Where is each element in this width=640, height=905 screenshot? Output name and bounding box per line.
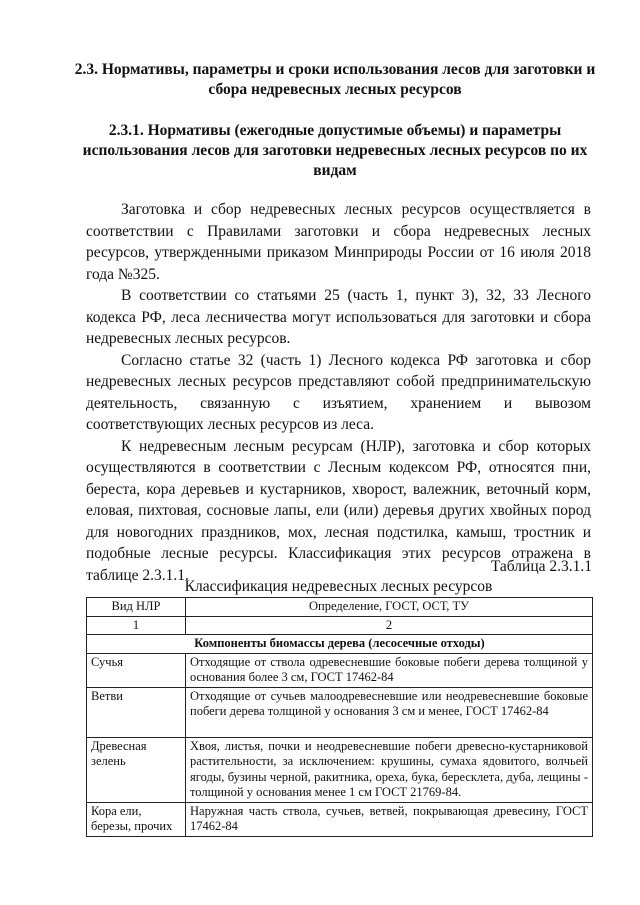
definition-cell: Хвоя, листья, почки и неодревесневшие побеги древесно-кустарниковой растительности, за исключением: крушины, сумаха ядовитого, волчьей ягоды, бузины черной, ракитника, ореха, бука, бересклета, дуба, лещины - толщиной у основания менее 1 см ГОСТ 21769-84.	[186, 737, 593, 802]
resource-type-cell: Ветви	[87, 687, 186, 737]
resource-type-cell: Древесная зелень	[87, 737, 186, 802]
paragraph: Согласно статье 32 (часть 1) Лесного кодекса РФ заготовка и сбор недревесных лесных ресурсов представляют собой предпринимательскую деятельность, связанную с изъятием, хранением и вывозом соответствующих лесных ресурсов из леса.	[86, 351, 591, 433]
group-title: Компоненты биомассы дерева (лесосечные отходы)	[87, 635, 593, 654]
column-header-definition: Определение, ГОСТ, ОСТ, ТУ	[186, 598, 593, 617]
table-row	[87, 737, 593, 802]
section-heading: 2.3. Нормативы, параметры и сроки использования лесов для заготовки и сбора недревесных лесных ресурсов	[74, 61, 596, 98]
classification-table	[86, 597, 593, 837]
column-number: 1	[87, 616, 186, 635]
table-row	[87, 687, 593, 737]
definition-cell: Наружная часть ствола, сучьев, ветвей, покрывающая древесину, ГОСТ 17462-84	[186, 802, 593, 836]
column-header-type: Вид НЛР	[87, 598, 186, 617]
table-number: Таблица 2.3.1.1	[490, 558, 592, 575]
paragraph: В соответствии со статьями 25 (часть 1, пункт 3), 32, 33 Лесного кодекса РФ, леса лесничества могут использоваться для заготовки и сбора недревесных лесных ресурсов.	[86, 287, 591, 347]
column-number-row	[87, 616, 593, 635]
definition-cell: Отходящие от ствола одревесневшие боковые побеги дерева толщиной у основания более 3 см, ГОСТ 17462-84	[186, 653, 593, 687]
paragraph: К недревесным лесным ресурсам (НЛР), заготовка и сбор которых осуществляются в соответствии с Лесным кодексом РФ, относятся пни, береста, кора деревьев и кустарников, хворост, валежник, веточный корм, еловая, пихтовая, сосновые лапы, ели (или) деревья других хвойных пород для новогодних праздников, мох, лесная подстилка, камыш, тростник и подобные лесные ресурсы. Классификация этих ресурсов отражена в таблице 2.3.1.1.	[86, 437, 591, 584]
table-row	[87, 653, 593, 687]
table-caption: Классификация недревесных лесных ресурсов	[184, 578, 493, 595]
definition-cell: Отходящие от сучьев малоодревесневшие или неодревесневшие боковые побеги дерева толщиной у основания 3 см и менее, ГОСТ 17462-84	[186, 687, 593, 737]
group-row	[87, 635, 593, 654]
subsection-heading: 2.3.1. Нормативы (ежегодные допустимые объемы) и параметры использования лесов для заготовки недревесных лесных ресурсов по их видам	[82, 122, 588, 179]
column-number: 2	[186, 616, 593, 635]
resource-type-cell: Сучья	[87, 653, 186, 687]
resource-type-cell: Кора ели, березы, прочих	[87, 802, 186, 836]
table-header-row	[87, 598, 593, 617]
table-row	[87, 802, 593, 836]
body-text	[86, 199, 591, 586]
paragraph: Заготовка и сбор недревесных лесных ресурсов осуществляется в соответствии с Правилами заготовки и сбора недревесных лесных ресурсов, утвержденными приказом Минприроды России от 16 июля 2018 года №325.	[86, 201, 591, 283]
